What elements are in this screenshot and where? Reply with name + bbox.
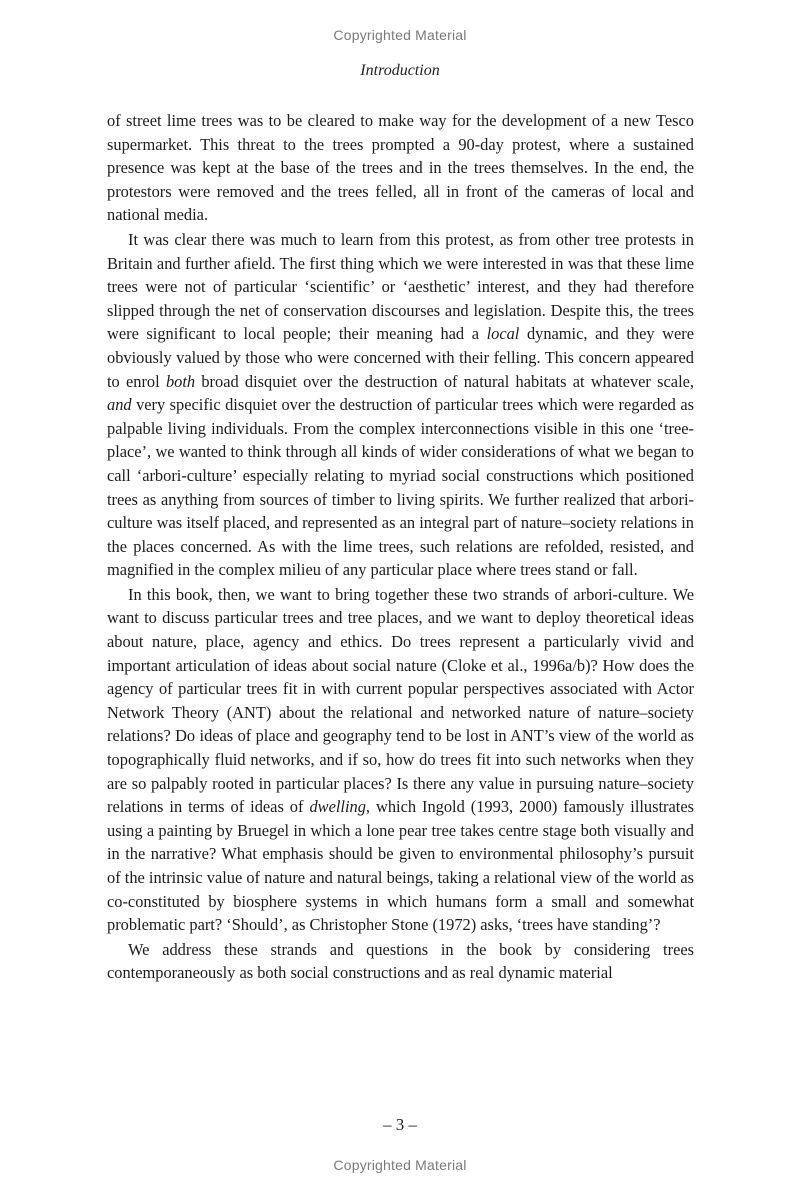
text-run: of street lime trees was to be cleared to make way for the development of a new Tesco supermarket. This threat to the trees prompted a 90-day protest, where a sustained presence was kept at the base of the trees and in the trees themselves. In the end, the protestors were removed and the trees felled, all in front of the cameras of local and national media. [107, 111, 694, 225]
italic-text: and [107, 395, 132, 415]
paragraph [107, 583, 694, 937]
text-run: It was clear there was much to learn from this protest, as from other tree protests in Britain and further afield. The first thing which we were interested in was that these lime trees were not of particular ‘scientific’ or ‘aesthetic’ interest, and they had therefore slipped through the net of conservation discourses and legislation. Despite this, the trees were significant to local people; their meaning had a [107, 229, 694, 344]
page-number: – 3 – [383, 1115, 417, 1134]
text-run: We address these strands and questions in the book by considering trees contemporaneously as both social constructions and as real dynamic material [107, 939, 694, 983]
italic-text: both [165, 371, 196, 391]
text-run: dynamic, and they were obviously valued by those who were concerned with their felling. This concern appeared to enrol [107, 324, 694, 391]
copyright-watermark-top: Copyrighted Material [333, 27, 467, 43]
text-run: very specific disquiet over the destruction of particular trees which were regarded as palpable living individuals. From the complex interconnections visible in this one ‘tree-place’, we wanted to think through all kinds of wider considerations of what we began to call ‘arbori-culture’ especially relating to myriad social constructions which positioned trees as anything from sources of timber to living spirits. We further realized that arbori-culture was itself placed, and represented as an integral part of nature–society relations in the places concerned. As with the lime trees, such relations are refolded, resisted, and magnified in the complex milieu of any particular place where trees stand or fall. [107, 395, 694, 580]
body-text [107, 109, 694, 985]
italic-text: dwelling [309, 797, 366, 817]
paragraph [107, 938, 694, 985]
text-run: In this book, then, we want to bring together these two strands of arbori-culture. We want to discuss particular trees and tree places, and we want to deploy theoretical ideas about nature, place, agency and ethics. Do trees represent a particularly vivid and important articulation of ideas about social nature (Cloke et al., 1996a/b)? How does the agency of particular trees fit in with current popular perspectives associated with Actor Network Theory (ANT) about the relational and networked nature of nature–society relations? Do ideas of place and geography tend to be lost in ANT’s view of the world as topographically fluid networks, and if so, how do trees fit into such networks when they are so palpably rooted in particular places? Is there any value in pursuing nature–society relations in terms of ideas of [107, 584, 694, 817]
italic-text: local [486, 324, 520, 344]
paragraph [107, 228, 694, 582]
running-head: Introduction [360, 62, 440, 79]
text-run: , which Ingold (1993, 2000) famously illustrates using a painting by Bruegel in which a lone pear tree takes centre stage both visually and in the narrative? What emphasis should be given to environmental philosophy’s pursuit of the intrinsic value of nature and natural beings, taking a relational view of the world as co-constituted by biosphere systems in which humans form a small and somewhat problematic part? ‘Should’, as Christopher Stone (1972) asks, ‘trees have standing’? [107, 797, 694, 935]
paragraph [107, 109, 694, 227]
copyright-watermark-bottom: Copyrighted Material [333, 1157, 467, 1173]
text-run: broad disquiet over the destruction of natural habitats at whatever scale, [195, 371, 694, 391]
